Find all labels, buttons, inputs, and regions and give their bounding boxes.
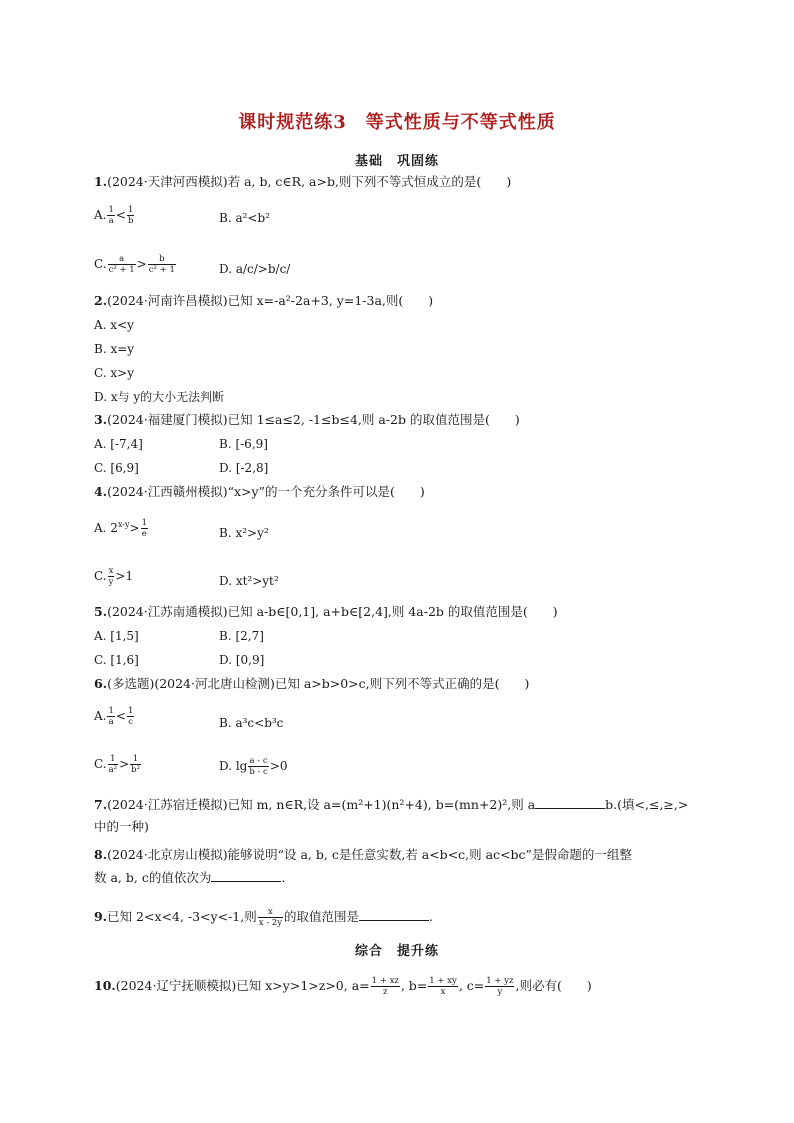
q2-option-d: D. x与 y的大小无法判断 (94, 390, 225, 404)
q4-option-b: B. x²>y² (219, 526, 269, 540)
q6-option-d: D. lg $\frac{a - c}{b - c}$ >0 (219, 756, 288, 777)
q2-option-b: B. x=y (94, 342, 135, 356)
q8-answer-blank[interactable] (211, 869, 281, 882)
question-3: 3.(2024·福建厦门模拟)已知 1≤a≤2, -1≤b≤4,则 a-2b 的取值范围是( ) (94, 412, 520, 427)
q6-option-c: C. $\frac{1}{\text{a²}}$ > $\frac{1}{\text{b²}}$ (94, 754, 140, 775)
q1-option-b: B. a²<b² (219, 211, 270, 225)
q2-option-a: A. x<y (94, 318, 134, 332)
q5-option-d: D. [0,9] (219, 653, 265, 667)
q4-option-d: D. xt²>yt² (219, 574, 279, 588)
q1-option-a: A. $\frac{1}{a}$ < $\frac{1}{b}$ (94, 205, 134, 226)
q4-option-c: C. $\frac{x}{y}$ >1 (94, 566, 134, 587)
q3-option-a: A. [-7,4] (94, 437, 143, 451)
question-6: 6.(多选题)(2024·河北唐山检测)已知 a>b>0>c,则下列不等式正确的是( ) (94, 676, 530, 691)
question-4: 4.(2024·江西赣州模拟)“x>y”的一个充分条件可以是( ) (94, 484, 425, 499)
q1-option-d: D. a/c/>b/c/ (219, 262, 291, 276)
q3-option-b: B. [-6,9] (219, 437, 268, 451)
q3-option-d: D. [-2,8] (219, 461, 269, 475)
question-7-continuation: 中的一种) (94, 819, 149, 834)
question-5: 5.(2024·江苏南通模拟)已知 a-b∈[0,1], a+b∈[2,4],则 4a-2b 的取值范围是( ) (94, 604, 558, 619)
q2-option-c: C. x>y (94, 366, 134, 380)
question-2: 2.(2024·河南许昌模拟)已知 x=-a²-2a+3, y=1-3a,则( ) (94, 293, 434, 308)
q5-option-a: A. [1,5] (94, 629, 139, 643)
question-8: 8.(2024·北京房山模拟)能够说明“设 a, b, c是任意实数,若 a<b<c,则 ac<bc”是假命题的一组整 (94, 847, 632, 862)
question-1: 1.(2024·天津河西模拟)若 a, b, c∈R, a>b,则下列不等式恒成立的是( ) (94, 174, 512, 189)
page-title: 课时规范练3 等式性质与不等式性质 (238, 112, 556, 133)
question-7: 7.(2024·江苏宿迁模拟)已知 m, n∈R,设 a=(m²+1)(n²+4), b=(mn+2)²,则 a b.(填<,≤,≥,> (94, 797, 689, 812)
section-advanced: 综合 提升练 (354, 944, 439, 959)
q7-answer-blank[interactable] (535, 796, 605, 809)
section-basic: 基础 巩固练 (354, 154, 439, 169)
q5-option-b: B. [2,7] (219, 629, 264, 643)
q9-answer-blank[interactable] (359, 908, 429, 921)
question-10: 10.(2024·辽宁抚顺模拟)已知 x>y>1>z>0, a= $\frac{1 + xz}{z}$ , b= $\frac{1 + xy}{x}$ , c= $\frac{1 + yz}{y}$ ,则必有( ) (94, 976, 592, 997)
q4-option-a: A. $2^{x-y}>$ $\frac{1}{e}$ (94, 518, 148, 539)
question-9: 9.已知 2<x<4, -3<y<-1,则 $\frac{x}{x - 2y}$ 的取值范围是 . (94, 907, 434, 928)
q6-option-b: B. a³c<b³c (219, 716, 284, 730)
q3-option-c: C. [6,9] (94, 461, 139, 475)
q6-option-a: A. $\frac{1}{a}$ < $\frac{1}{c}$ (94, 706, 134, 727)
q5-option-c: C. [1,6] (94, 653, 139, 667)
q1-option-c: C. $\frac{a}{\text{c² + 1}}$ > $\frac{b}{\text{c² + 1}}$ (94, 254, 175, 275)
question-8-continuation: 数 a, b, c的值依次为 . (94, 870, 286, 885)
